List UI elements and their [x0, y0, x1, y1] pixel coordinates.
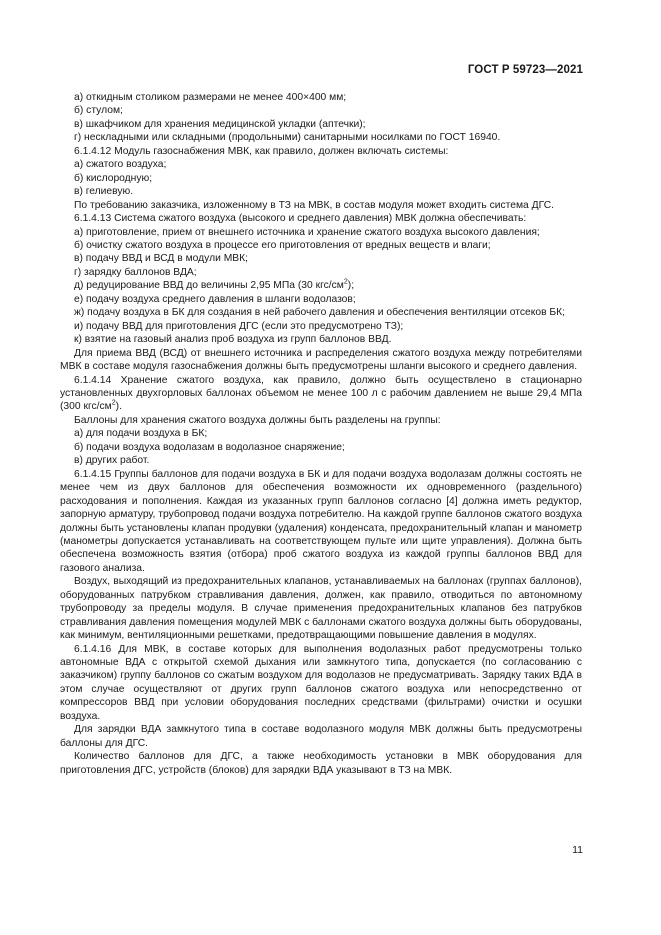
- paragraph: б) подачи воздуха водолазам в водолазное снаряжение;: [74, 441, 345, 453]
- paragraph: а) откидным столиком размерами не менее 400×400 мм;: [74, 92, 347, 103]
- paragraph: б) очистку сжатого воздуха в процессе его приготовления от вредных веществ и влаги;: [74, 239, 491, 251]
- paragraph: в) шкафчиком для хранения медицинской укладки (аптечки);: [74, 118, 366, 130]
- paragraph: б) стулом;: [74, 105, 123, 117]
- paragraph: а) приготовление, прием от внешнего источника и хранение сжатого воздуха высокого давления;: [74, 226, 540, 238]
- paragraph: [60, 374, 582, 414]
- paragraph: 6.1.4.15 Группы баллонов для подачи воздуха в БК и для подачи воздуха водолазам должны состоять не менее чем из двух баллонов для обеспечения возможности их одновременного (раздельного) расходования и пополнения. Каждая из указанных групп баллонов согласно [4] должна иметь редуктор, запорную арматуру, трубопровод подачи воздуха потребителю. На каждой группе баллонов сжатого воздуха должны быть установлены клапан продувки (удаления) конденсата, предохранительный клапан и манометр (манометры допускается устанавливать на соответствующем пульте или щите управления). Должна быть обеспечена возможность взятия (отбора) проб сжатого воздуха из каждой группы баллонов ВВД для газового анализа.: [60, 468, 582, 574]
- paragraph: в) подачу ВВД и ВСД в модули МВК;: [74, 253, 249, 265]
- paragraph: Для зарядки ВДА замкнутого типа в составе водолазного модуля МВК должны быть предусмотрены баллоны для ДГС.: [60, 724, 582, 749]
- paragraph: [60, 279, 582, 292]
- document-body: [60, 91, 582, 777]
- paragraph: г) нескладными или складными (продольными) санитарными носилками по ГОСТ 16940.: [74, 132, 501, 144]
- paragraph: г) зарядку баллонов ВДА;: [74, 266, 197, 278]
- page-number: 11: [572, 844, 583, 856]
- paragraph: и) подачу ВВД для приготовления ДГС (если это предусмотрено ТЗ);: [74, 320, 404, 332]
- paragraph: в) гелиевую.: [74, 186, 134, 198]
- paragraph: б) кислородную;: [74, 172, 153, 184]
- paragraph-suffix: ).: [115, 401, 122, 413]
- superscript: 2: [343, 278, 348, 286]
- paragraph: 6.1.4.12 Модуль газоснабжения МВК, как правило, должен включать системы:: [74, 145, 449, 157]
- paragraph-suffix: );: [347, 280, 355, 292]
- paragraph-text: д) редуцирование ВВД до величины 2,95 МПа (30 кгс/см: [74, 280, 344, 292]
- paragraph: ж) подачу воздуха в БК для создания в ней рабочего давления и обеспечения вентиляции отсеков БК;: [74, 307, 566, 319]
- superscript: 2: [111, 400, 116, 407]
- paragraph: Воздух, выходящий из предохранительных клапанов, устанавливаемых на баллонах (группах баллонов), оборудованных патрубком стравливания давления, должен, как правило, отводиться по автономному трубопроводу за пределы модуля. В случае применения предохранительных клапанов без патрубков стравливания давления помещения модулей МВК с баллонами сжатого воздуха должны быть оборудованы, как минимум, вентиляционными решетками, предотвращающими повышение давления в модулях.: [60, 576, 582, 642]
- paragraph: По требованию заказчика, изложенному в ТЗ на МВК, в состав модуля может входить система ДГС.: [74, 199, 555, 211]
- document-header: ГОСТ Р 59723—2021: [467, 64, 583, 76]
- paragraph: к) взятие на газовый анализ проб воздуха из групп баллонов ВВД.: [74, 334, 392, 346]
- paragraph: Для приема ВВД (ВСД) от внешнего источника и распределения сжатого воздуха между потребителями МВК в составе модуля газоснабжения должны быть предусмотрены шланги высокого и среднего давления.: [60, 347, 582, 373]
- paragraph-text: 6.1.4.14 Хранение сжатого воздуха, как правило, должно быть осуществлено в стационарно установленных двухгорловых баллонах объемом не менее 100 л с рабочим давлением не выше 29,4 МПа (300 кгс/см: [60, 374, 582, 413]
- paragraph: 6.1.4.13 Система сжатого воздуха (высокого и среднего давления) МВК должна обеспечивать:: [74, 213, 527, 225]
- paragraph: а) сжатого воздуха;: [74, 159, 167, 171]
- paragraph: в) других работ.: [74, 455, 150, 467]
- paragraph: 6.1.4.16 Для МВК, в составе которых для выполнения водолазных работ предусмотрены только автономные ВДА с открытой схемой дыхания или замкнутого типа, допускается (по согласованию с заказчиком) группу баллонов со сжатым воздухом для водолазов не предусматривать. Зарядку таких ВДА в этом случае осуществляют от других групп баллонов сжатого воздуха или непосредственно от компрессоров ВВД при условии оборудования последних средствами (фильтрами) очистки и осушки воздуха.: [60, 643, 582, 722]
- paragraph: е) подачу воздуха среднего давления в шланги водолазов;: [74, 293, 356, 305]
- paragraph: а) для подачи воздуха в БК;: [74, 428, 208, 440]
- paragraph: Количество баллонов для ДГС, а также необходимость установки в МВК оборудования для приготовления ДГС, устройств (блоков) для зарядки ВДА указывают в ТЗ на МВК.: [60, 751, 582, 776]
- paragraph: Баллоны для хранения сжатого воздуха должны быть разделены на группы:: [74, 414, 441, 426]
